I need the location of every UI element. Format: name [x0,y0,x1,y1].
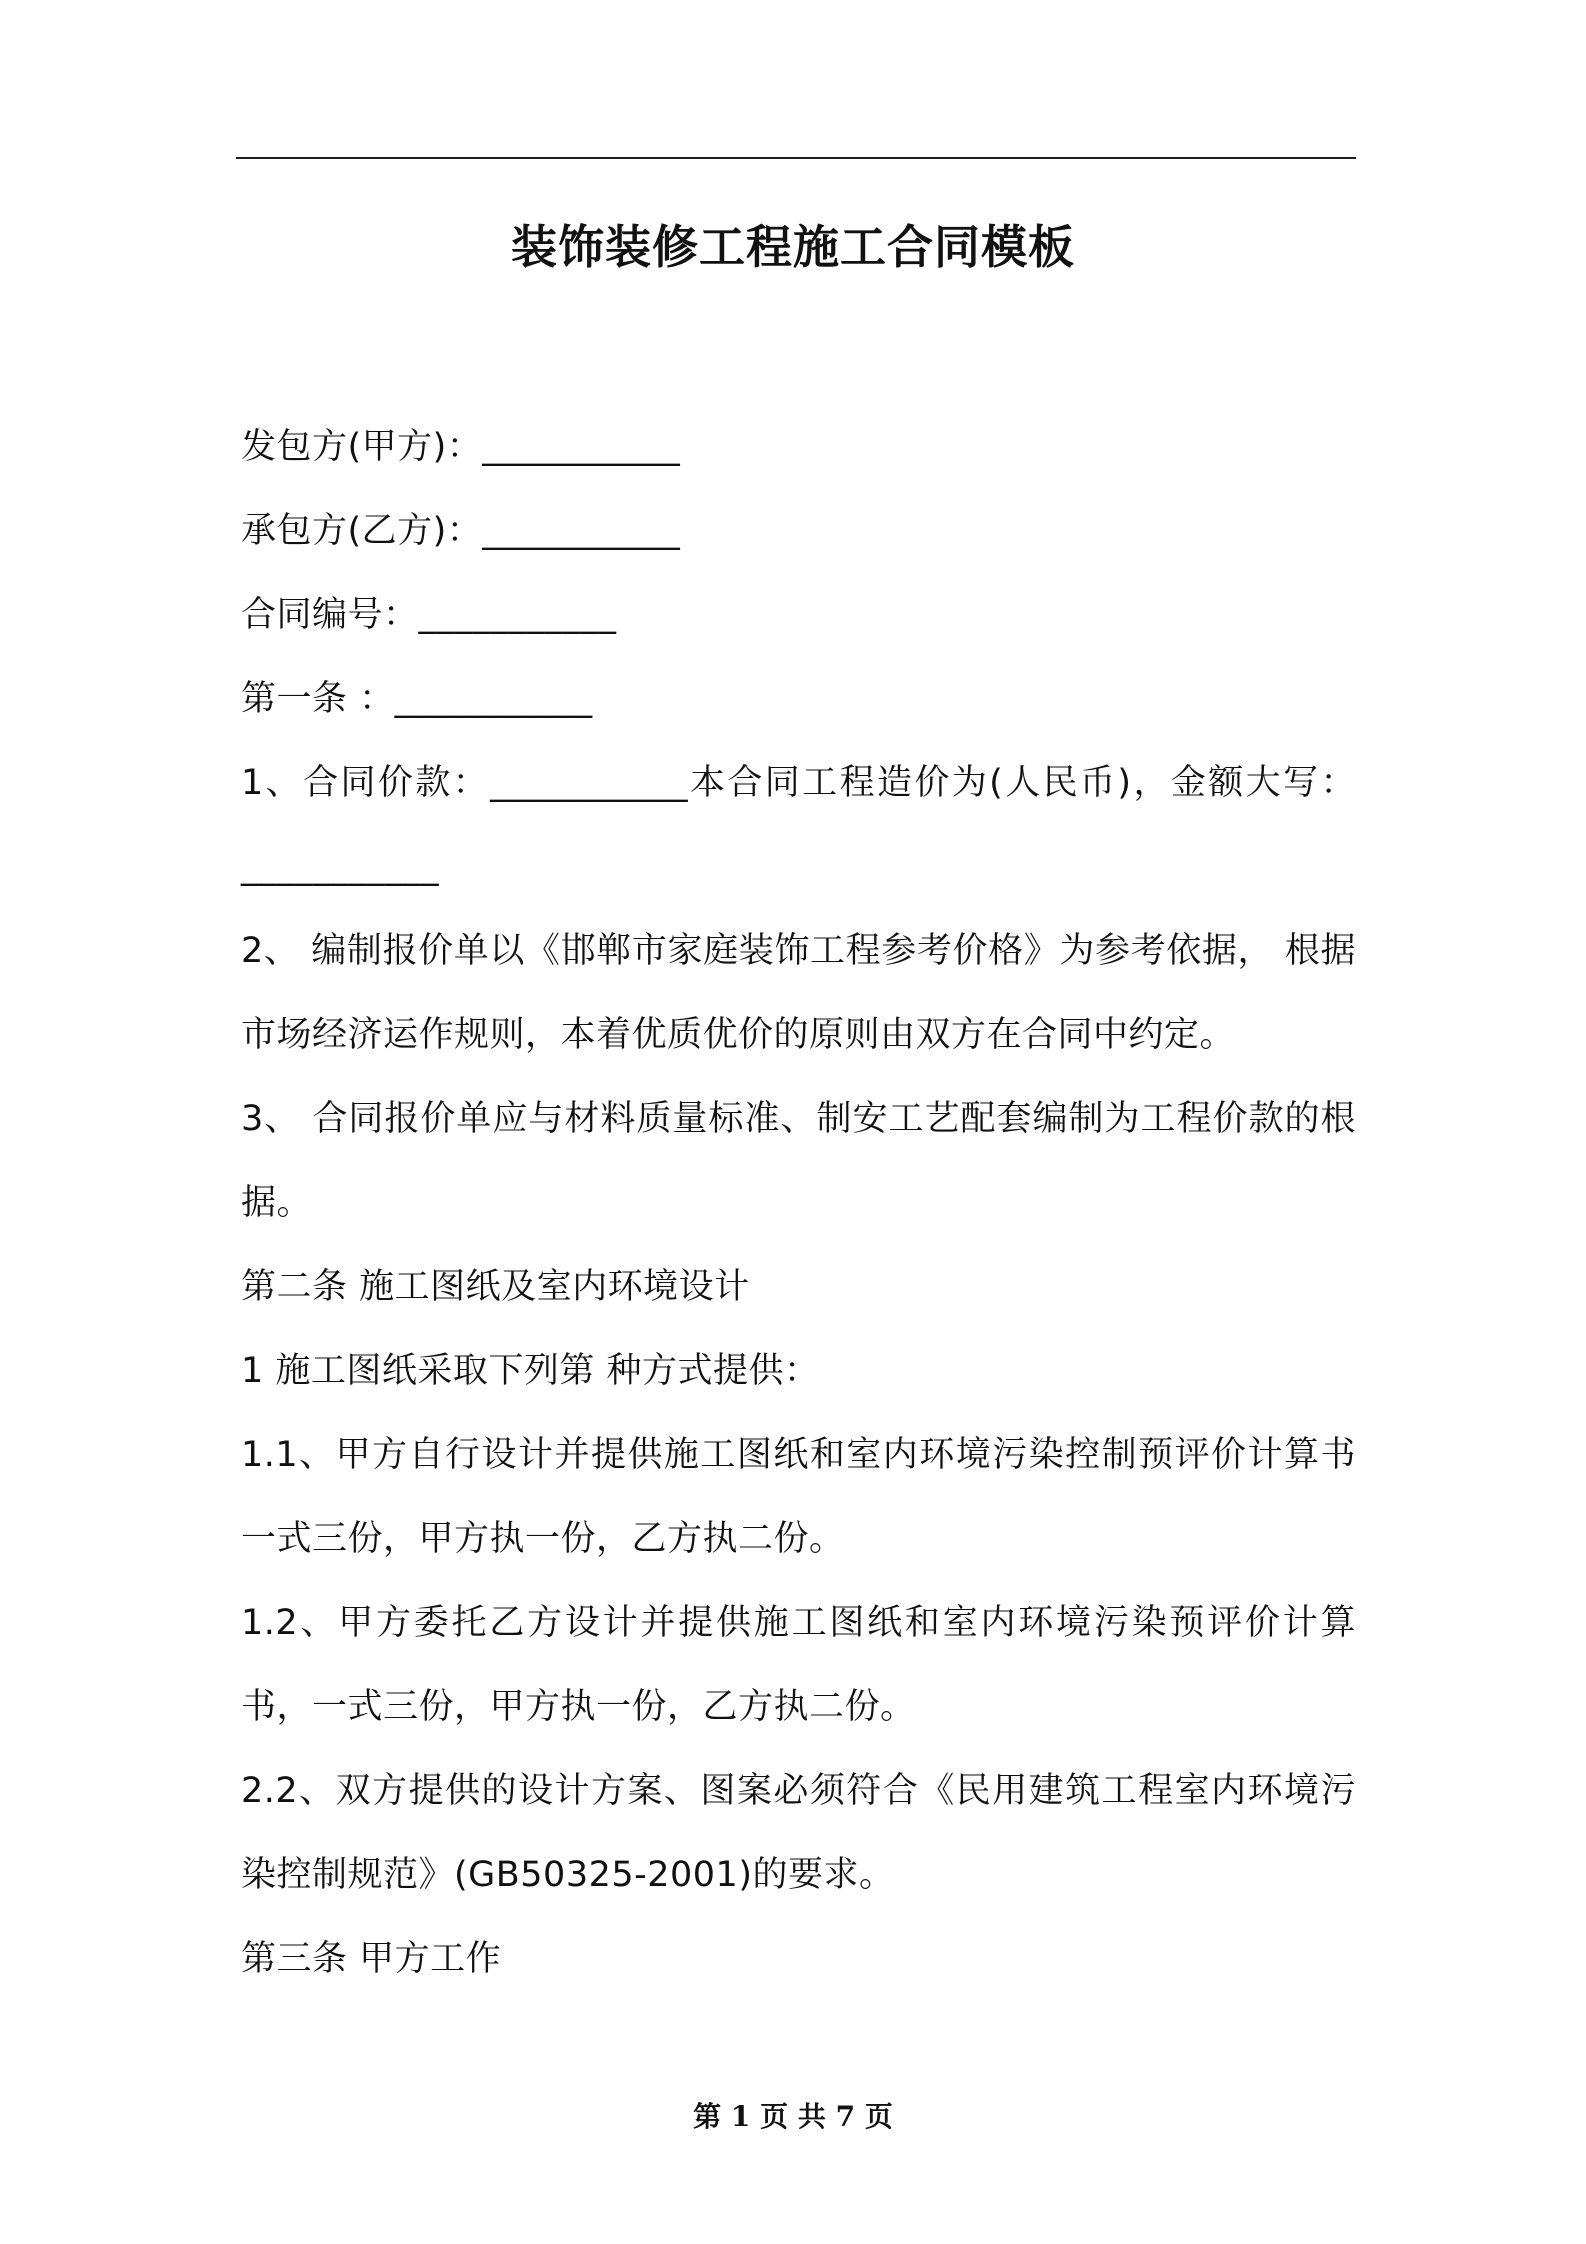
clause-quotation-standard: 3、 合同报价单应与材料质量标准、制安工艺配套编制为工程价款的根据。 [241,1099,1356,1223]
clause-1-1: 1.1、甲方自行设计并提供施工图纸和室内环境污染控制预评价计算书一式三份，甲方执一份，乙方执二份。 [241,1435,1356,1559]
header-rule [236,157,1356,159]
clause-drawing-method: 1 施工图纸采取下列第 种方式提供： [241,1351,820,1391]
clause-2-2: 2.2、双方提供的设计方案、图案必须符合《民用建筑工程室内环境污染控制规范》(GB50325-2001)的要求。 [241,1771,1356,1895]
article-two-heading: 第二条 施工图纸及室内环境设计 [241,1267,750,1307]
party-b-line: 承包方(乙方)：___________ [241,511,681,551]
page-number-footer: 第 1 页 共 7 页 [693,2100,893,2133]
party-a-line: 发包方(甲方)：___________ [241,427,681,467]
clause-quotation-basis: 2、 编制报价单以《邯郸市家庭装饰工程参考价格》为参考依据， 根据市场经济运作规则，本着优质优价的原则由双方在合同中约定。 [241,931,1356,1055]
article-three-heading: 第三条 甲方工作 [241,1939,502,1979]
article-one-heading: 第一条 ：___________ [241,679,593,719]
document-title: 装饰装修工程施工合同模板 [511,220,1075,274]
clause-1-2: 1.2、甲方委托乙方设计并提供施工图纸和室内环境污染预评价计算书，一式三份，甲方执一份，乙方执二份。 [241,1603,1356,1727]
contract-number-line: 合同编号：___________ [241,595,617,635]
clause-contract-price: 1、合同价款：___________本合同工程造价为(人民币)，金额大写：___________ [241,763,1356,887]
document-body [241,405,1356,2001]
